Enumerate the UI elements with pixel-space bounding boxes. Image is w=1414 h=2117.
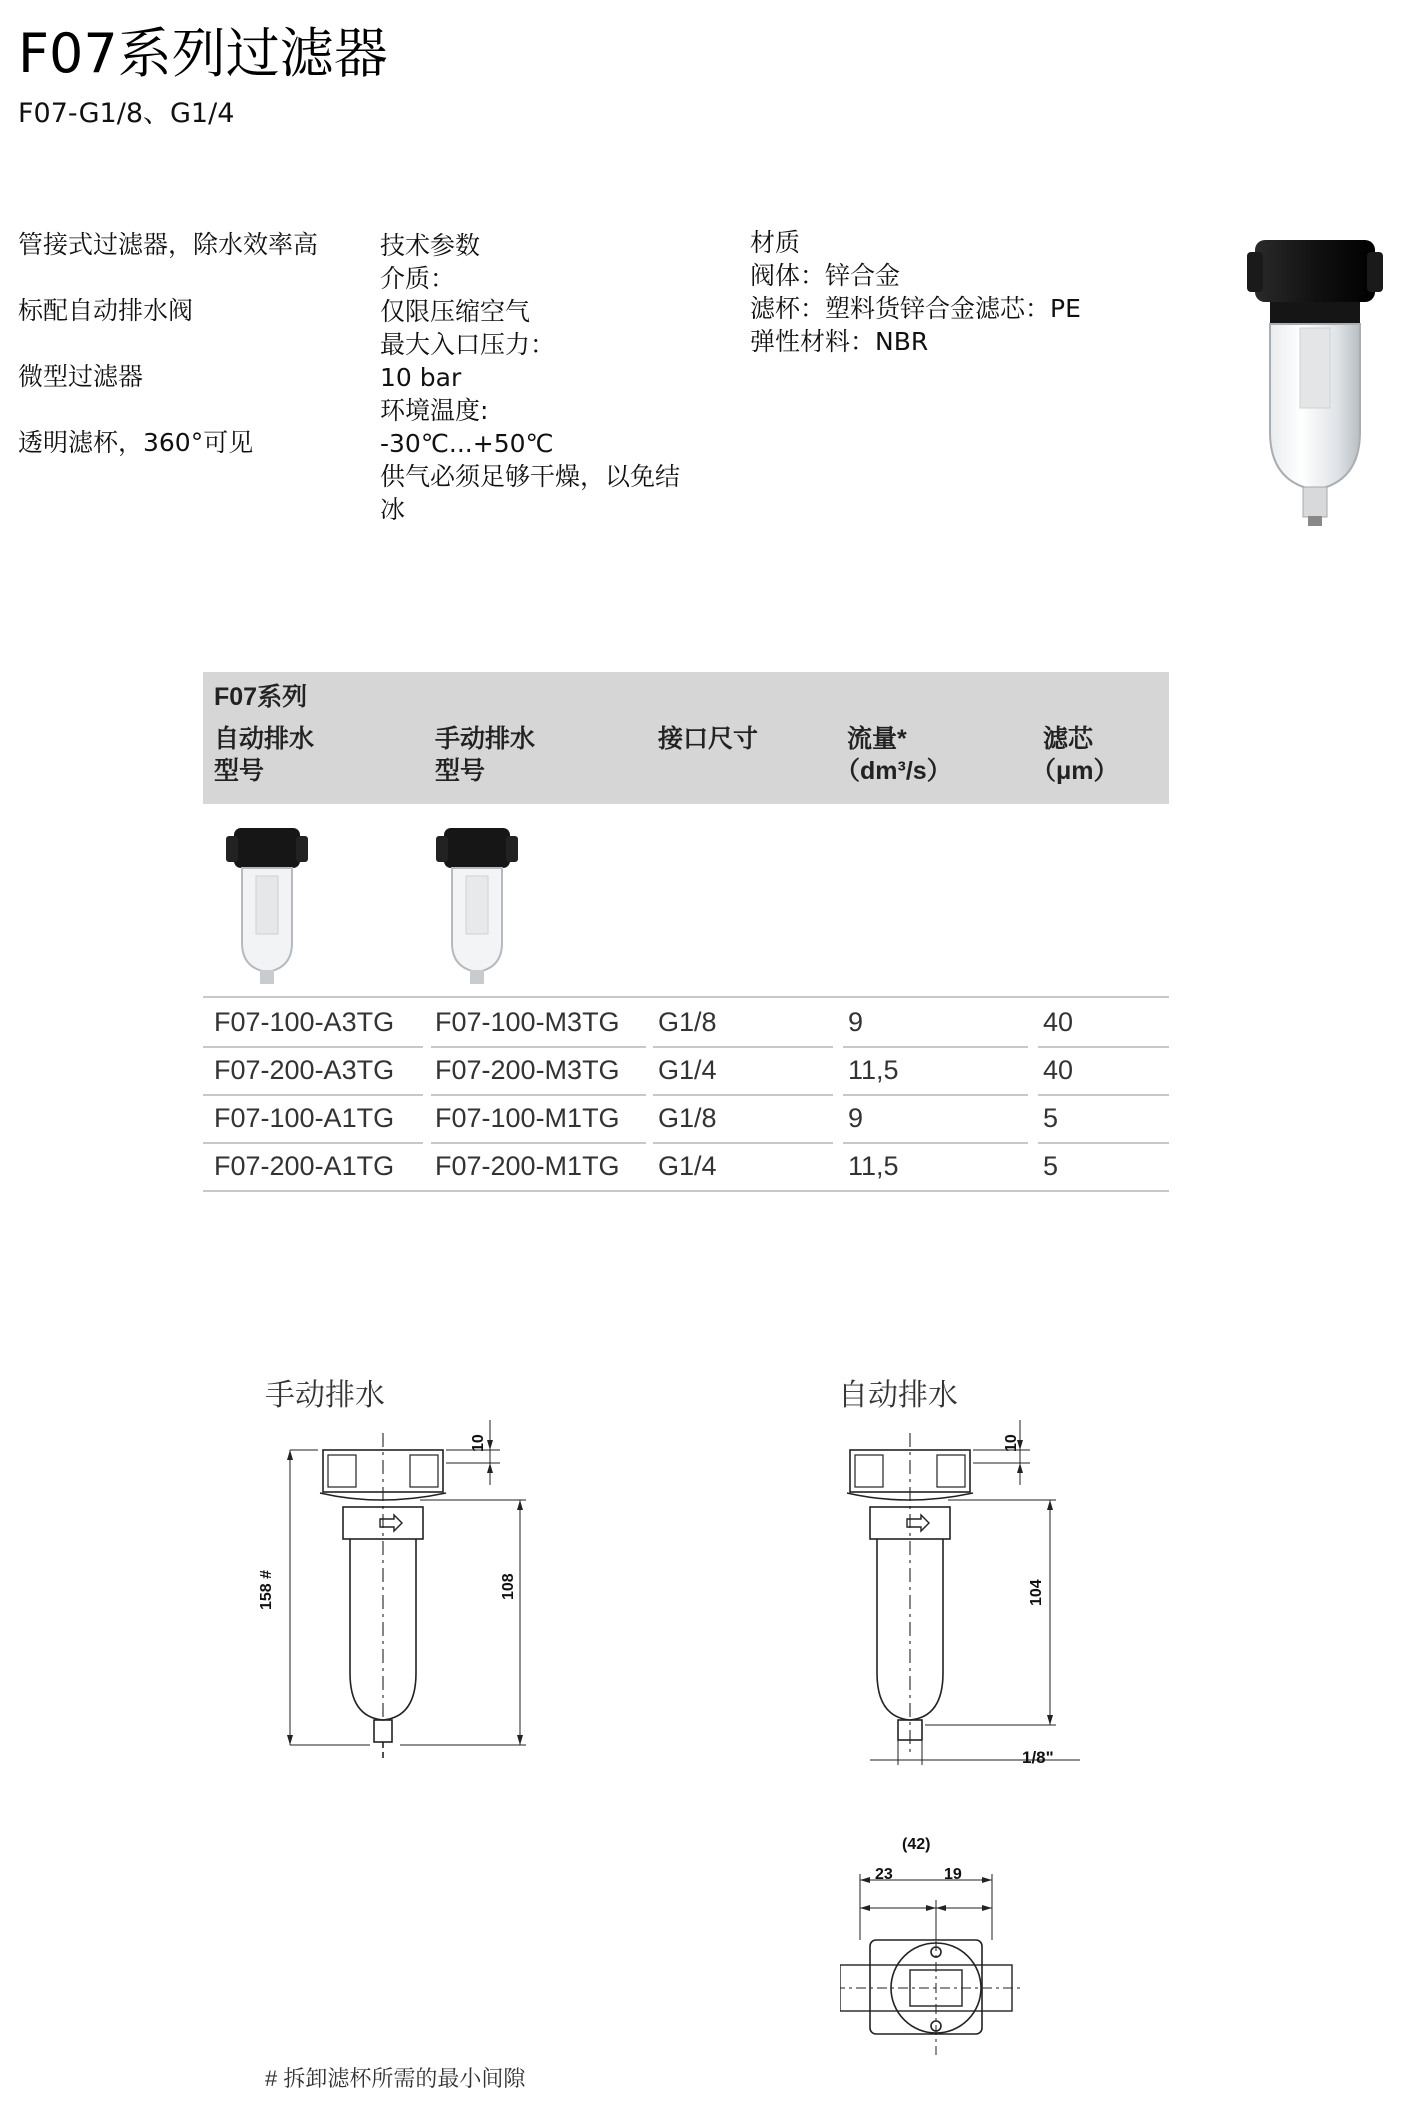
feature-item: 标配自动排水阀 — [18, 296, 194, 325]
topview-width-label: (42) — [902, 1836, 931, 1853]
table-cell: F07-200-A1TG — [214, 1151, 395, 1181]
tech-line: 仅限压缩空气 — [380, 297, 531, 326]
materials-line: 滤杯：塑料货锌合金滤芯：PE — [750, 294, 1081, 323]
table-row — [203, 998, 1169, 1046]
materials-heading: 材质 — [750, 228, 801, 257]
col-header-sub: 型号 — [435, 757, 486, 785]
auto-dim-label-body: 104 — [1028, 1579, 1045, 1606]
table-cell: F07-100-M1TG — [435, 1103, 620, 1133]
manual-drain-diagram-title: 手动排水 — [265, 1379, 385, 1412]
tech-heading: 技术参数 — [380, 231, 481, 260]
table-cell: 5 — [1043, 1103, 1059, 1133]
table-cell: G1/4 — [658, 1055, 717, 1085]
table-row — [203, 1094, 1169, 1142]
tech-params — [380, 229, 710, 526]
topview-right-label: 19 — [944, 1866, 962, 1883]
table-row — [203, 1142, 1169, 1190]
table-cell: F07-100-A1TG — [214, 1103, 395, 1133]
tech-line: 最大入口压力： — [380, 330, 556, 359]
table-cell: F07-100-A3TG — [214, 1007, 395, 1037]
page-title: F07系列过滤器 — [18, 22, 388, 85]
col-header-sub: （dm³/s） — [835, 757, 952, 785]
col-header: 滤芯 — [1043, 725, 1094, 753]
col-header-sub: 型号 — [214, 757, 265, 785]
auto-dim-label-top: 10 — [1003, 1434, 1020, 1452]
dim-label-top: 10 — [470, 1434, 487, 1452]
col-header: 自动排水 — [214, 725, 315, 753]
table-cell: 40 — [1043, 1055, 1074, 1085]
col-header: 手动排水 — [435, 725, 536, 753]
tech-line: 10 bar — [380, 363, 462, 392]
table-series: F07系列 — [214, 683, 308, 711]
tech-line: 供气必须足够干燥，以免结 — [380, 462, 681, 491]
tech-line: 冰 — [380, 495, 406, 524]
table-cell: F07-200-A3TG — [214, 1055, 395, 1085]
topview-left-label: 23 — [875, 1866, 893, 1883]
table-cell: G1/4 — [658, 1151, 717, 1181]
manual-drain-product-image — [432, 818, 522, 988]
dim-label-body: 108 — [500, 1573, 517, 1600]
tech-line: 环境温度: — [380, 396, 489, 425]
auto-dim-label-thread: 1/8" — [1022, 1748, 1054, 1767]
table-cell: 40 — [1043, 1007, 1074, 1037]
col-header-sub: （μm） — [1031, 757, 1119, 785]
table-cell: 5 — [1043, 1151, 1059, 1181]
materials — [750, 226, 1081, 358]
table-cell: 11,5 — [848, 1151, 899, 1181]
table-cell: 11,5 — [848, 1055, 899, 1085]
table-cell: G1/8 — [658, 1007, 717, 1037]
feature-item: 透明滤杯，360°可见 — [18, 428, 254, 457]
row-divider — [203, 1190, 1169, 1192]
materials-line: 阀体：锌合金 — [750, 261, 901, 290]
table-header — [203, 672, 1169, 804]
table-row — [203, 1046, 1169, 1094]
table-cell: G1/8 — [658, 1103, 717, 1133]
dim-label-total: 158 # — [258, 1569, 275, 1610]
auto-drain-product-image — [222, 818, 312, 988]
table-cell: 9 — [848, 1103, 864, 1133]
table-cell: F07-100-M3TG — [435, 1007, 620, 1037]
feature-item: 管接式过滤器，除水效率高 — [18, 230, 319, 259]
table-cell: F07-200-M1TG — [435, 1151, 620, 1181]
feature-item: 微型过滤器 — [18, 362, 144, 391]
top-view-drawing — [840, 1860, 1020, 2060]
table-cell: F07-200-M3TG — [435, 1055, 620, 1085]
tech-line: 介质： — [380, 264, 456, 293]
materials-line: 弹性材料：NBR — [750, 327, 929, 356]
auto-drain-diagram-title: 自动排水 — [838, 1379, 958, 1412]
product-photo — [1245, 232, 1385, 532]
col-header: 接口尺寸 — [658, 725, 759, 753]
table-body — [203, 996, 1169, 1226]
footnote: # 拆卸滤杯所需的最小间隙 — [265, 2066, 526, 2091]
col-header: 流量* — [847, 725, 907, 753]
table-cell: 9 — [848, 1007, 864, 1037]
tech-line: -30℃...+50℃ — [380, 429, 554, 458]
page-subtitle: F07-G1/8、G1/4 — [18, 98, 235, 129]
